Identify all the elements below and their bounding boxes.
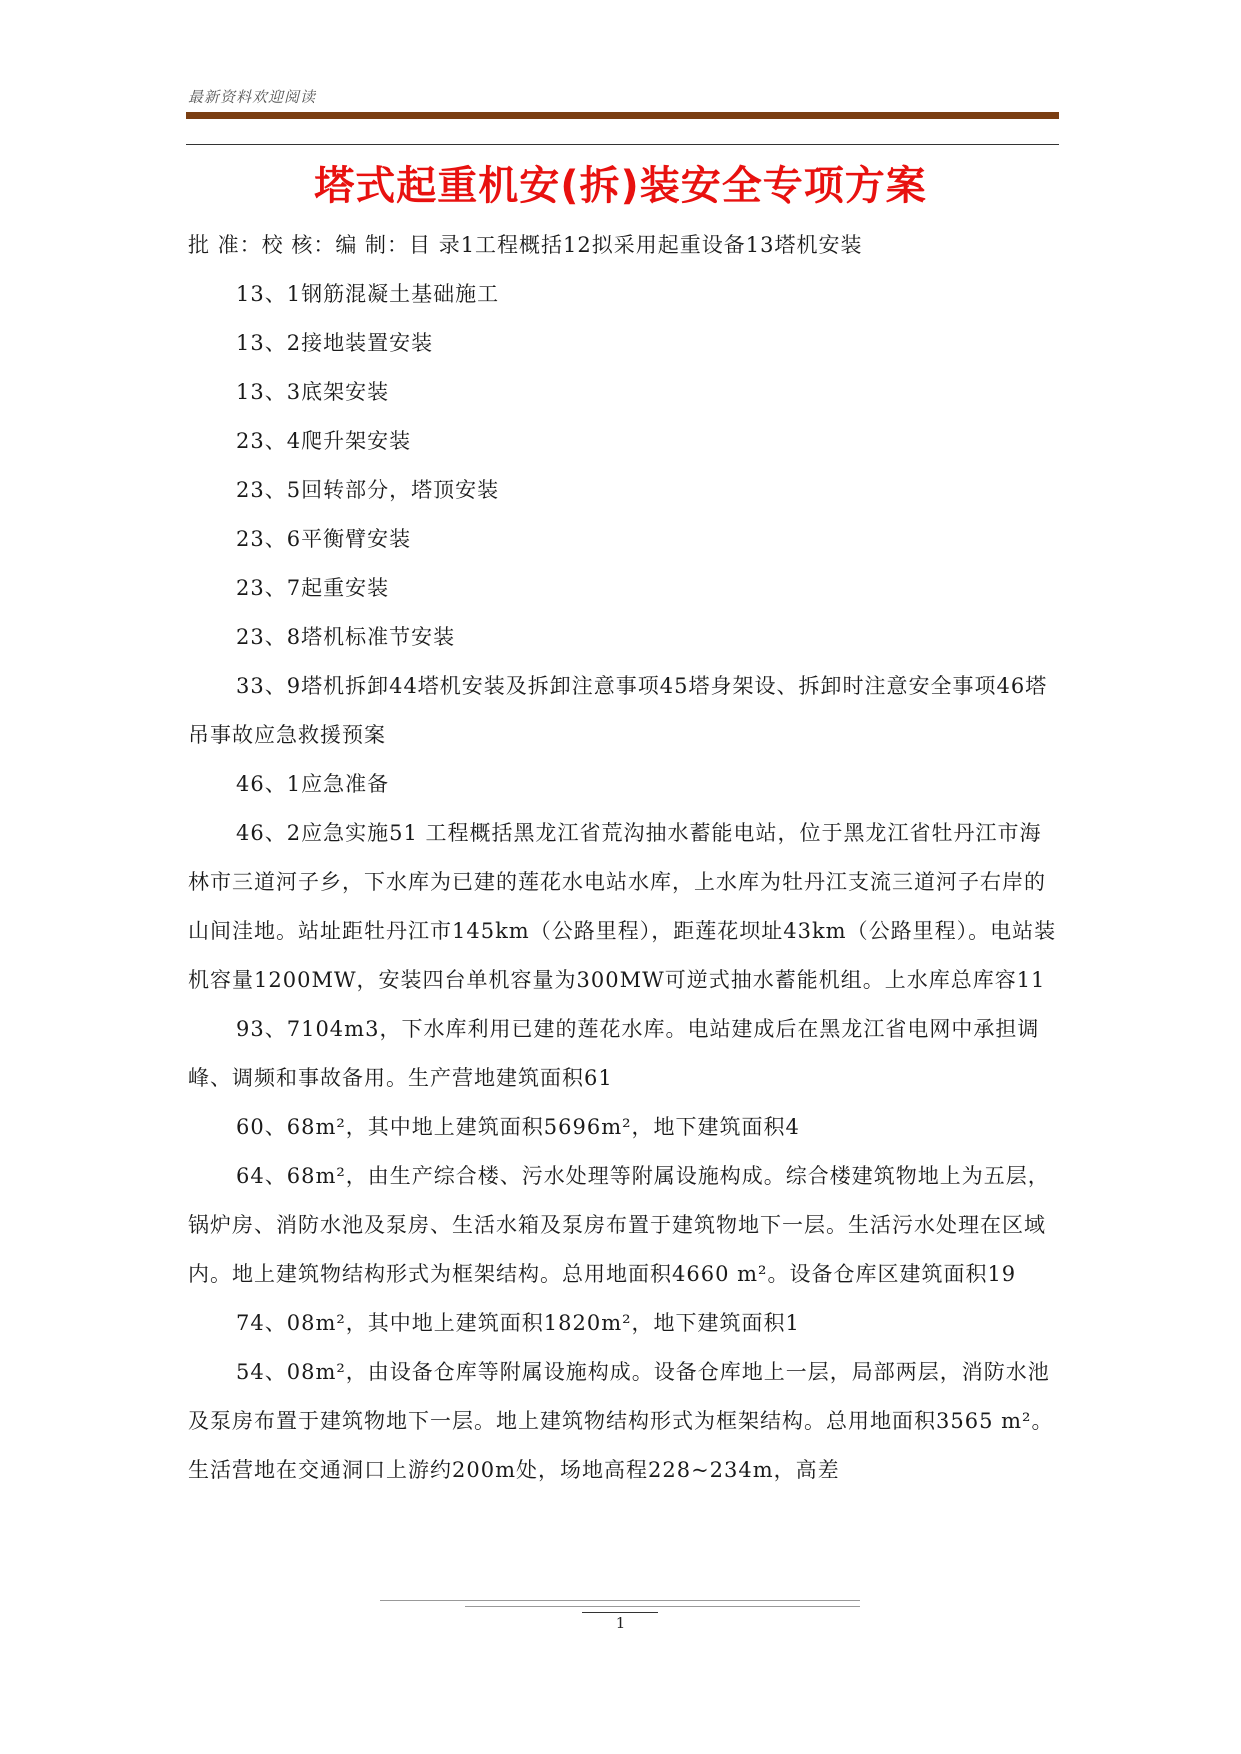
- paragraph: 93、7104m3，下水库利用已建的莲花水库。电站建成后在黑龙江省电网中承担调峰、调频和事故备用。生产营地建筑面积61: [188, 1017, 1040, 1090]
- paragraph: 批 准：校 核：编 制：目 录1工程概括12拟采用起重设备13塔机安装: [188, 233, 863, 257]
- paragraph: 33、9塔机拆卸44塔机安装及拆卸注意事项45塔身架设、拆卸时注意安全事项46塔吊事故应急救援预案: [188, 674, 1048, 747]
- footer-rule: [582, 1612, 658, 1613]
- paragraph: 13、3底架安装: [236, 380, 390, 404]
- page-number: 1: [615, 1614, 626, 1632]
- document-body: [188, 221, 1058, 1495]
- paragraph: 46、1应急准备: [236, 772, 390, 796]
- paragraph: 60、68m²，其中地上建筑面积5696m²，地下建筑面积4: [236, 1115, 800, 1139]
- header-thick-rule: [186, 112, 1059, 119]
- paragraph: 23、8塔机标准节安装: [236, 625, 456, 649]
- paragraph: 13、2接地装置安装: [236, 331, 434, 355]
- paragraph: 23、4爬升架安装: [236, 429, 412, 453]
- paragraph: 54、08m²，由设备仓库等附属设施构成。设备仓库地上一层，局部两层，消防水池及泵房布置于建筑物地下一层。地上建筑物结构形式为框架结构。总用地面积3565 m²。生活营地在交通洞口上游约200m处，场地高程228~234m，高差: [188, 1360, 1054, 1482]
- header-thin-rule: [186, 144, 1059, 145]
- paragraph: 23、5回转部分，塔顶安装: [236, 478, 500, 502]
- paragraph: 23、7起重安装: [236, 576, 390, 600]
- paragraph: 13、1钢筋混凝土基础施工: [236, 282, 500, 306]
- paragraph: 64、68m²，由生产综合楼、污水处理等附属设施构成。综合楼建筑物地上为五层，锅炉房、消防水池及泵房、生活水箱及泵房布置于建筑物地下一层。生活污水处理在区域内。地上建筑物结构形式为框架结构。总用地面积4660 m²。设备仓库区建筑面积19: [188, 1164, 1050, 1286]
- footer-rule: [380, 1600, 860, 1601]
- running-header: 最新资料欢迎阅读: [188, 88, 317, 106]
- paragraph: 46、2应急实施51 工程概括黑龙江省荒沟抽水蓄能电站，位于黑龙江省牡丹江市海林市三道河子乡，下水库为已建的莲花水电站水库，上水库为牡丹江支流三道河子右岸的山间洼地。站址距牡丹江市145km（公路里程），距莲花坝址43km（公路里程）。电站装机容量1200MW，安装四台单机容量为300MW可逆式抽水蓄能机组。上水库总库容11: [188, 821, 1057, 992]
- paragraph: 74、08m²，其中地上建筑面积1820m²，地下建筑面积1: [236, 1311, 800, 1335]
- footer-rule: [465, 1606, 860, 1607]
- document-title: 塔式起重机安(拆)装安全专项方案: [314, 163, 927, 209]
- paragraph: 23、6平衡臂安装: [236, 527, 412, 551]
